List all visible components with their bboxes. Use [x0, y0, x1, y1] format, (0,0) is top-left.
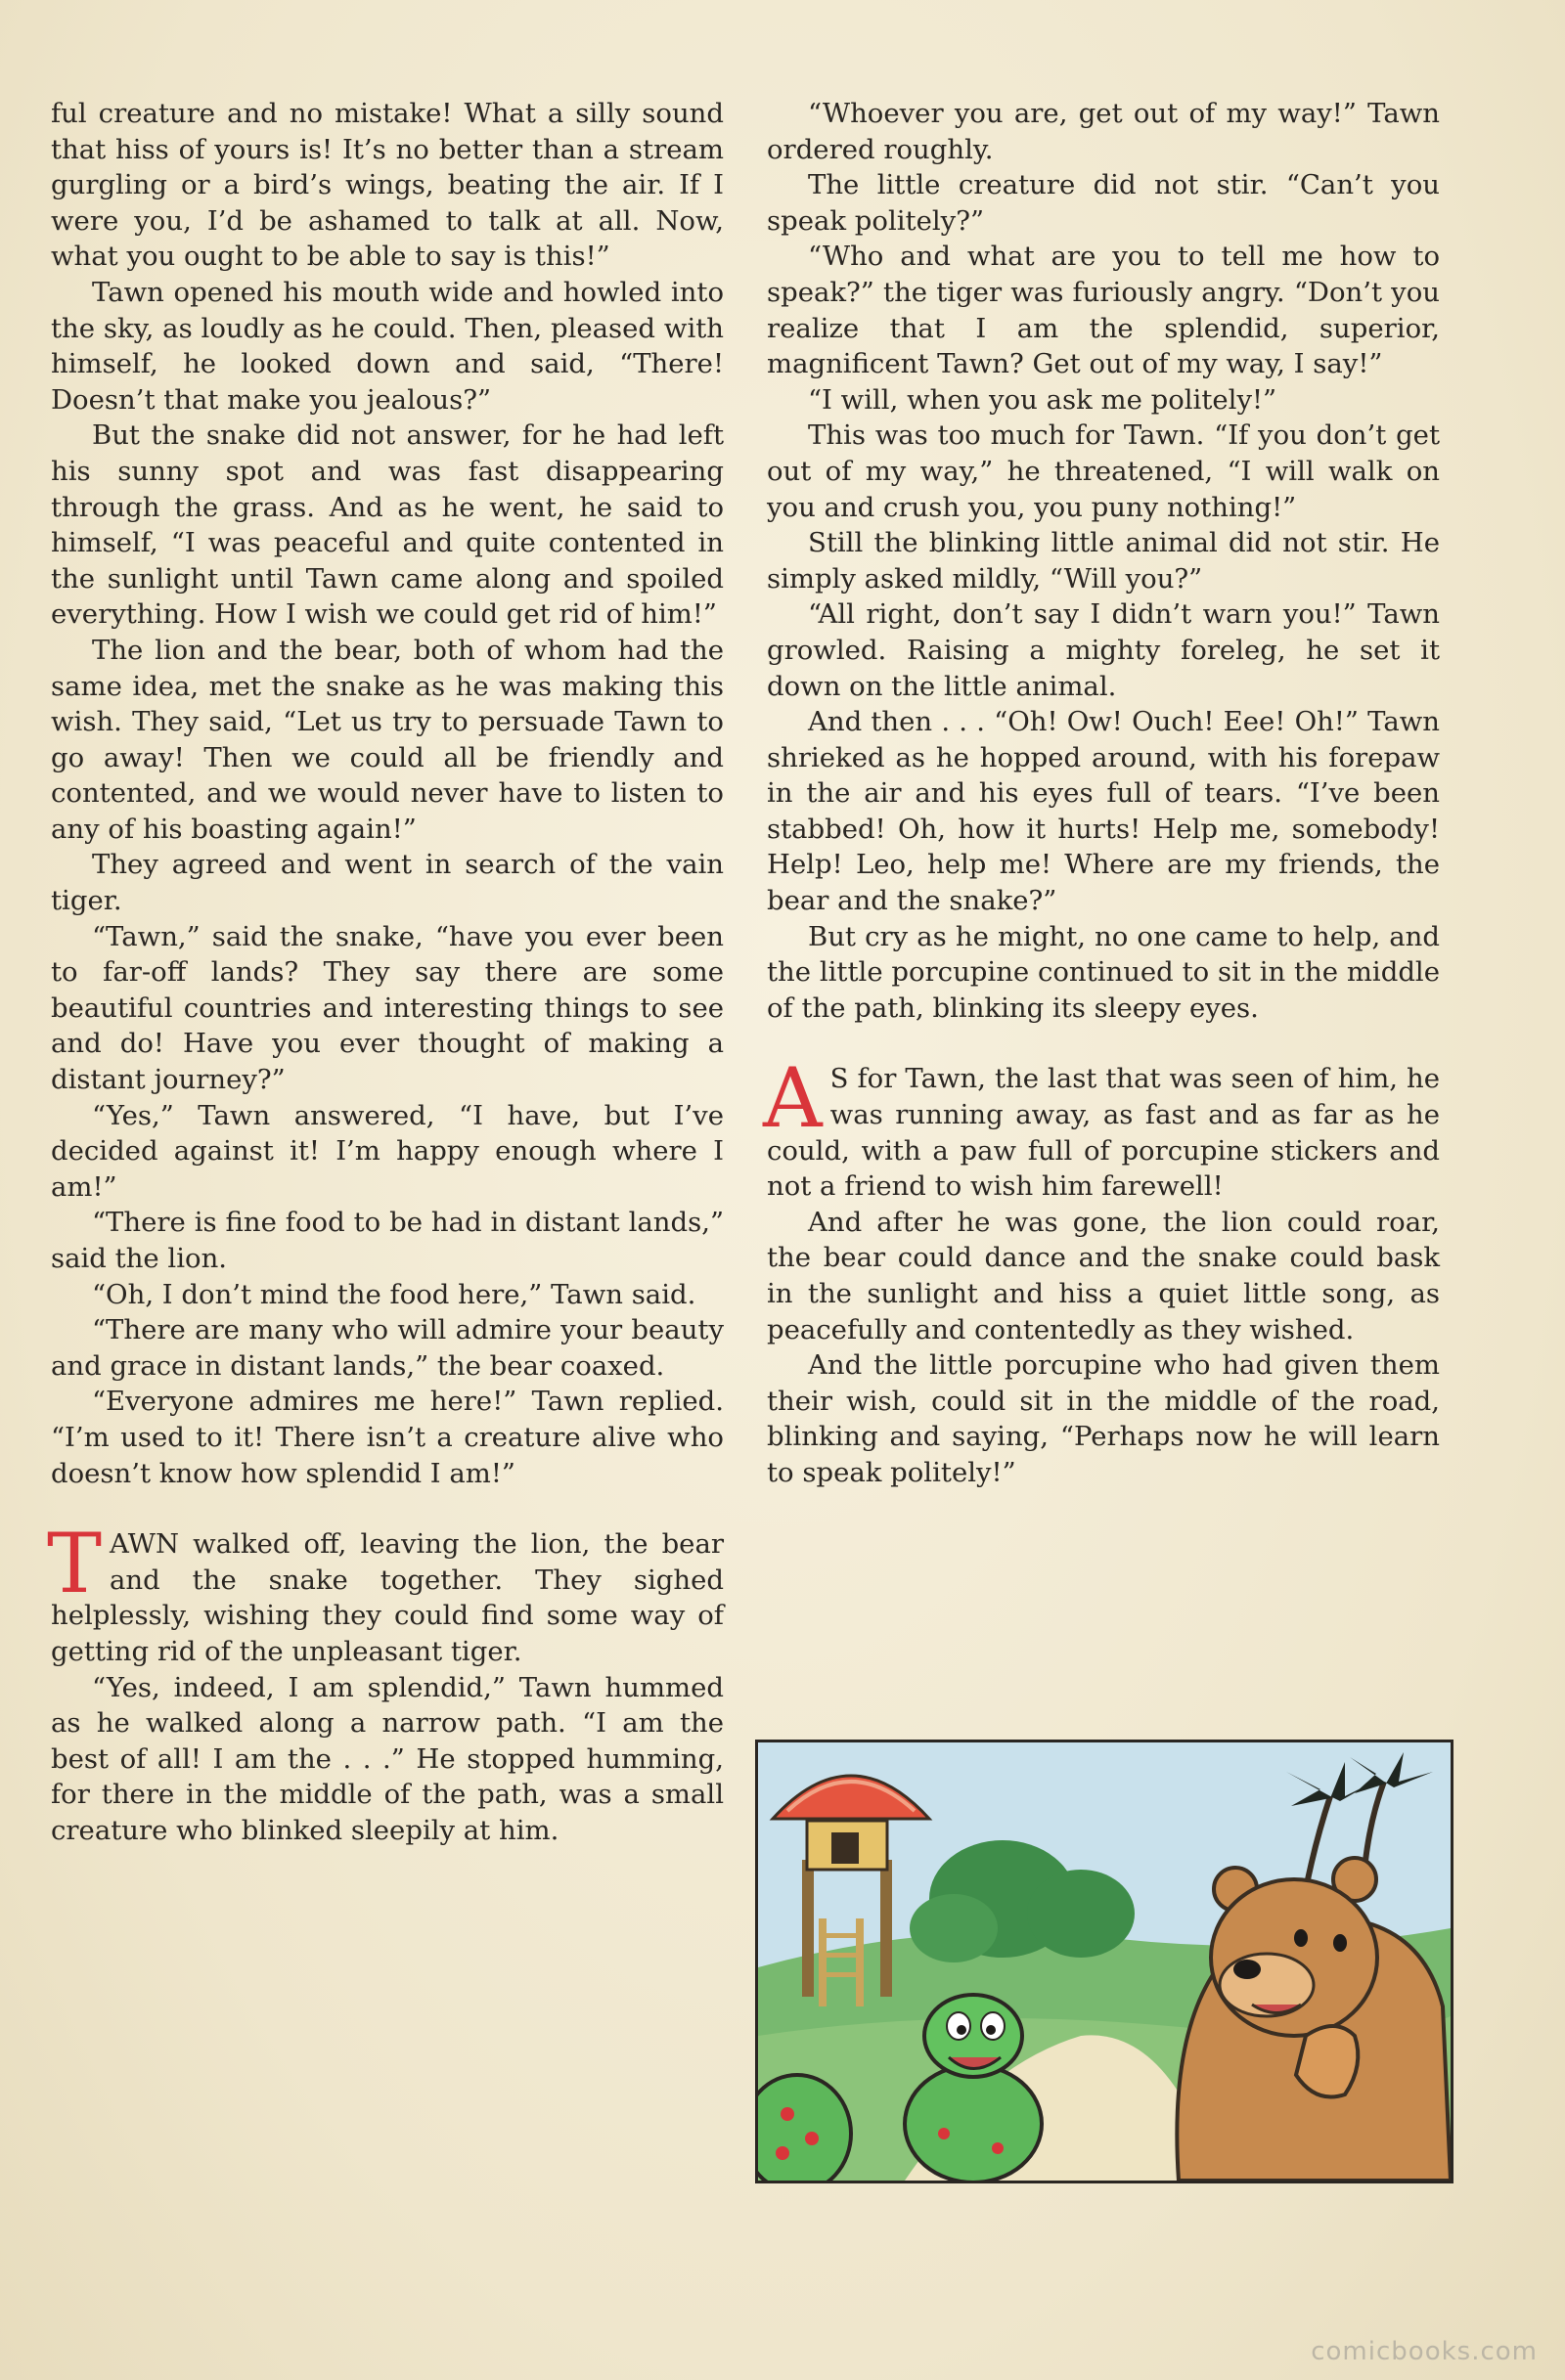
drop-cap: A	[763, 1050, 823, 1147]
paragraph: And then . . . “Oh! Ow! Ouch! Eee! Oh!” Tawn shrieked as he hopped around, with his forepaw in the air and his eyes full of tears. “I’ve been stabbed! Oh, how it hurts! Help me, somebody! Help! Leo, help me! Where are my friends, the bear and the snake?”	[767, 706, 1440, 917]
right-text-column	[763, 96, 1440, 1491]
paragraph: “Everyone admires me here!” Tawn replied. “I’m used to it! There isn’t a creature alive who doesn’t know how splendid I am!”	[51, 1386, 724, 1489]
drop-cap: T	[47, 1516, 103, 1612]
paragraph: But the snake did not answer, for he had left his sunny spot and was fast disappearing through the grass. And as he went, he said to himself, “I was peaceful and quite contented in the sunlight until Tawn came along and spoiled everything. How I wish we could get rid of him!”	[51, 419, 724, 631]
left-text-column	[47, 96, 724, 1849]
paragraph: “There is fine food to be had in distant lands,” said the lion.	[51, 1207, 724, 1274]
paragraph: They agreed and went in search of the vain tiger.	[51, 849, 724, 917]
paragraph-text: S for Tawn, the last that was seen of him, he was running away, as fast and as far as he could, with a paw full of porcupine stickers and not a friend to wish him farewell!	[767, 1063, 1440, 1203]
paragraph: “Oh, I don’t mind the food here,” Tawn said.	[92, 1278, 696, 1310]
paragraph: “Yes,” Tawn answered, “I have, but I’ve decided against it! I’m happy enough where I am!”	[51, 1099, 724, 1203]
paragraph: “Who and what are you to tell me how to speak?” the tiger was furiously angry. “Don’t you realize that I am the splendid, superior, magnificent Tawn? Get out of my way, I say!”	[767, 241, 1440, 380]
paragraph: “Yes, indeed, I am splendid,” Tawn hummed as he walked along a narrow path. “I am the best of all! I am the . . .” He stopped humming, for there in the middle of the path, was a small creature who blinked sleepily at him.	[51, 1671, 724, 1846]
paragraph: And after he was gone, the lion could roar, the bear could dance and the snake could bask in the sunlight and hiss a quiet little song, as peacefully and contentedly as they wished.	[767, 1206, 1440, 1345]
watermark: comicbooks.com	[1311, 2337, 1538, 2366]
paragraph: “All right, don’t say I didn’t warn you!” Tawn growled. Raising a mighty foreleg, he set it down on the little animal.	[767, 598, 1440, 702]
paragraph: But cry as he might, no one came to help, and the little porcupine continued to sit in the middle of the path, blinking its sleepy eyes.	[767, 920, 1440, 1024]
paragraph: The little creature did not stir. “Can’t you speak politely?”	[767, 169, 1440, 237]
paragraph: “I will, when you ask me politely!”	[808, 383, 1277, 416]
story-illustration	[755, 1740, 1453, 2183]
paragraph: Tawn opened his mouth wide and howled into the sky, as loudly as he could. Then, pleased with himself, he looked down and said, “There! Doesn’t that make you jealous?”	[51, 276, 724, 416]
paragraph: And the little porcupine who had given them their wish, could sit in the middle of the road, blinking and saying, “Perhaps now he will learn to speak politely!”	[767, 1349, 1440, 1488]
paragraph: “There are many who will admire your beauty and grace in distant lands,” the bear coaxed.	[51, 1314, 724, 1382]
section-start-paragraph	[763, 1050, 1440, 1204]
paragraph: “Tawn,” said the snake, “have you ever been to far-off lands? They say there are some beautiful countries and interesting things to see and do! Have you ever thought of making a distant journey?”	[51, 920, 724, 1096]
paragraph: “Whoever you are, get out of my way!” Tawn ordered roughly.	[767, 98, 1440, 165]
paragraph: ful creature and no mistake! What a silly sound that hiss of yours is! It’s no better than a stream gurgling or a bird’s wings, beating the air. If I were you, I’d be ashamed to talk at all. Now, what you ought to be able to say is this!”	[51, 98, 724, 273]
paragraph: The lion and the bear, both of whom had the same idea, met the snake as he was making this wish. They said, “Let us try to persuade Tawn to go away! Then we could all be friendly and contented, and we would never have to listen to any of his boasting again!”	[51, 634, 724, 845]
paragraph-text: AWN walked off, leaving the lion, the bear and the snake together. They sighed helplessly, wishing they could find some way of getting rid of the unpleasant tiger.	[51, 1528, 724, 1667]
paragraph: This was too much for Tawn. “If you don’t get out of my way,” he threatened, “I will walk on you and crush you, you puny nothing!”	[767, 419, 1440, 523]
paragraph: Still the blinking little animal did not stir. He simply asked mildly, “Will you?”	[767, 527, 1440, 595]
illustration-bear-turtle-hut	[758, 1742, 1451, 2181]
section-start-paragraph	[47, 1516, 724, 1669]
